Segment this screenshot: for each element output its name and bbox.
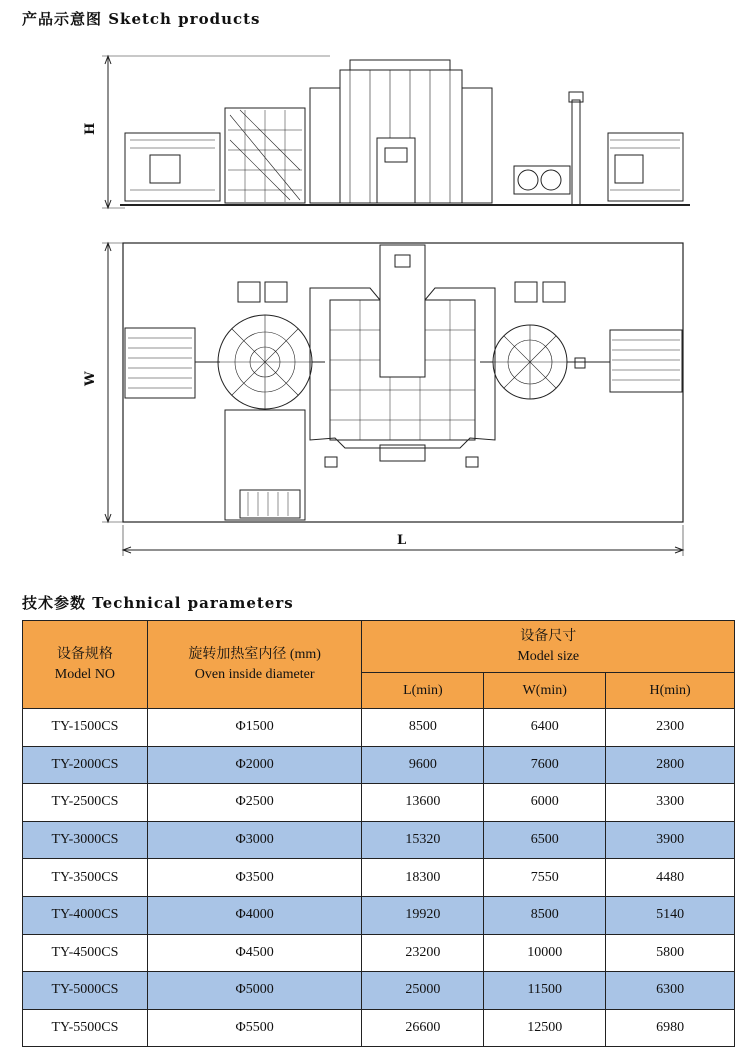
cell-w: 6000 bbox=[484, 784, 606, 822]
table-row bbox=[23, 821, 735, 859]
cell-model: TY-5500CS bbox=[23, 1009, 148, 1047]
cell-l: 18300 bbox=[362, 859, 484, 897]
cell-l: 23200 bbox=[362, 934, 484, 972]
table-row bbox=[23, 709, 735, 747]
cell-w: 7600 bbox=[484, 746, 606, 784]
technical-parameters-table bbox=[22, 620, 735, 1047]
header-l: L(min) bbox=[362, 673, 484, 709]
cell-w: 10000 bbox=[484, 934, 606, 972]
header-size-en: Model size bbox=[517, 648, 580, 664]
header-model bbox=[23, 621, 148, 709]
cell-model: TY-4500CS bbox=[23, 934, 148, 972]
cell-model: TY-5000CS bbox=[23, 972, 148, 1010]
cell-oven: Φ2000 bbox=[147, 746, 362, 784]
parameters-section-title: 技术参数 Technical parameters bbox=[22, 594, 294, 612]
cell-l: 13600 bbox=[362, 784, 484, 822]
cell-l: 15320 bbox=[362, 821, 484, 859]
cell-l: 9600 bbox=[362, 746, 484, 784]
cell-w: 6400 bbox=[484, 709, 606, 747]
cell-h: 3300 bbox=[606, 784, 735, 822]
header-h: H(min) bbox=[606, 673, 735, 709]
cell-w: 12500 bbox=[484, 1009, 606, 1047]
cell-oven: Φ4000 bbox=[147, 896, 362, 934]
cell-l: 19920 bbox=[362, 896, 484, 934]
header-oven-en: Oven inside diameter bbox=[194, 666, 315, 682]
header-size-cn: 设备尺寸 bbox=[520, 628, 577, 644]
cell-oven: Φ2500 bbox=[147, 784, 362, 822]
cell-h: 3900 bbox=[606, 821, 735, 859]
length-dimension-label: L bbox=[397, 533, 407, 548]
cell-oven: Φ1500 bbox=[147, 709, 362, 747]
cell-w: 8500 bbox=[484, 896, 606, 934]
cell-l: 26600 bbox=[362, 1009, 484, 1047]
cell-w: 6500 bbox=[484, 821, 606, 859]
cell-h: 5140 bbox=[606, 896, 735, 934]
cell-l: 25000 bbox=[362, 972, 484, 1010]
cell-h: 5800 bbox=[606, 934, 735, 972]
cell-model: TY-4000CS bbox=[23, 896, 148, 934]
cell-oven: Φ3500 bbox=[147, 859, 362, 897]
table-row bbox=[23, 972, 735, 1010]
machine-sketch-drawing bbox=[0, 40, 735, 560]
cell-model: TY-2000CS bbox=[23, 746, 148, 784]
table-row bbox=[23, 784, 735, 822]
table-row bbox=[23, 896, 735, 934]
table-row bbox=[23, 934, 735, 972]
header-oven bbox=[147, 621, 362, 709]
cell-oven: Φ5500 bbox=[147, 1009, 362, 1047]
cell-model: TY-2500CS bbox=[23, 784, 148, 822]
header-oven-cn: 旋转加热室内径 (mm) bbox=[188, 646, 321, 662]
cell-w: 7550 bbox=[484, 859, 606, 897]
cell-model: TY-1500CS bbox=[23, 709, 148, 747]
cell-h: 6980 bbox=[606, 1009, 735, 1047]
cell-h: 2800 bbox=[606, 746, 735, 784]
cell-oven: Φ3000 bbox=[147, 821, 362, 859]
cell-h: 4480 bbox=[606, 859, 735, 897]
cell-oven: Φ4500 bbox=[147, 934, 362, 972]
cell-oven: Φ5000 bbox=[147, 972, 362, 1010]
sketch-section-title: 产品示意图 Sketch products bbox=[22, 10, 261, 28]
cell-model: TY-3500CS bbox=[23, 859, 148, 897]
header-model-cn: 设备规格 bbox=[56, 646, 113, 662]
cell-model: TY-3000CS bbox=[23, 821, 148, 859]
header-w: W(min) bbox=[484, 673, 606, 709]
header-size bbox=[362, 621, 735, 673]
height-dimension-label: H bbox=[83, 122, 98, 135]
table-row bbox=[23, 746, 735, 784]
table-row bbox=[23, 1009, 735, 1047]
header-model-en: Model NO bbox=[54, 666, 116, 682]
cell-l: 8500 bbox=[362, 709, 484, 747]
width-dimension-label: W bbox=[83, 371, 98, 386]
cell-h: 2300 bbox=[606, 709, 735, 747]
table-row bbox=[23, 859, 735, 897]
cell-h: 6300 bbox=[606, 972, 735, 1010]
cell-w: 11500 bbox=[484, 972, 606, 1010]
